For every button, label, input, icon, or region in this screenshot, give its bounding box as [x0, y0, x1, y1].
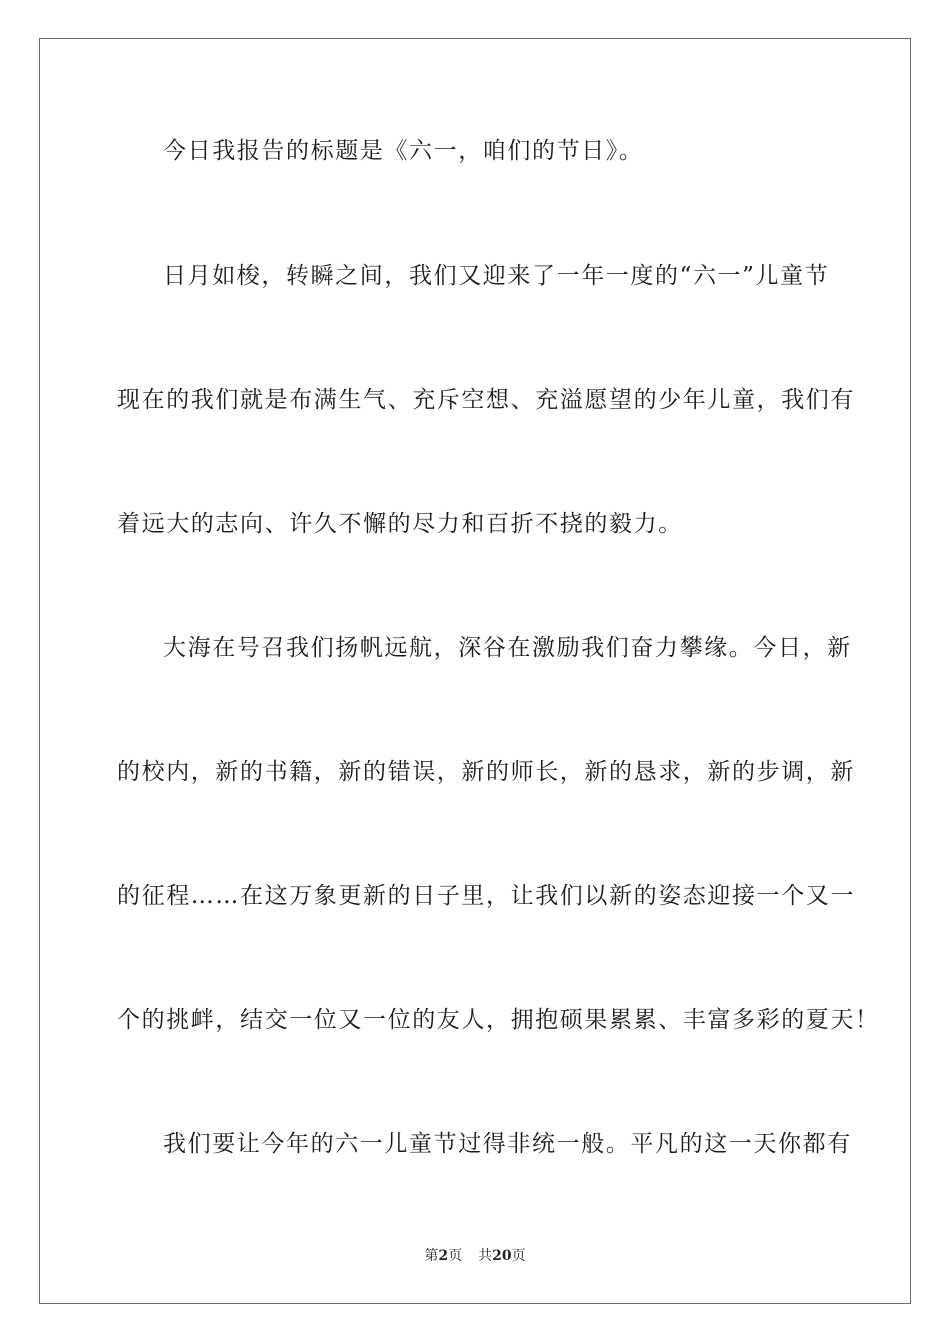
page-total: 20 — [492, 1248, 512, 1264]
paragraph-line: 大海在号召我们扬帆远航，深谷在激励我们奋力攀缘。今日，新 — [163, 635, 852, 661]
paragraph-line: 现在的我们就是布满生气、充斥空想、充溢愿望的少年儿童，我们有 — [117, 387, 855, 413]
total-suffix: 页 — [511, 1248, 526, 1264]
paragraph-line: 着远大的志向、许久不懈的尽力和百折不挠的毅力。 — [117, 511, 683, 537]
page-current: 2 — [438, 1248, 449, 1264]
page-suffix: 页 — [448, 1248, 463, 1264]
paragraph-line: 日月如梭，转瞬之间，我们又迎来了一年一度的“六一”儿童节 — [163, 263, 830, 289]
paragraph-line: 的校内，新的书籍，新的错误，新的师长，新的恳求，新的步调，新 — [117, 759, 855, 785]
paragraph-line: 今日我报告的标题是《六一，咱们的节日》。 — [163, 138, 644, 164]
paragraph-line: 的征程……在这万象更新的日子里，让我们以新的姿态迎接一个又一 — [117, 883, 855, 909]
page-footer — [0, 1246, 950, 1266]
page-prefix: 第 — [424, 1248, 439, 1264]
page-frame — [39, 38, 911, 1304]
paragraph-line: 个的挑衅，结交一位又一位的友人，拥抱硕果累累、丰富多彩的夏天！ — [117, 1007, 880, 1033]
total-prefix: 共 — [478, 1248, 493, 1264]
paragraph-line: 我们要让今年的六一儿童节过得非统一般。平凡的这一天你都有 — [163, 1131, 852, 1157]
